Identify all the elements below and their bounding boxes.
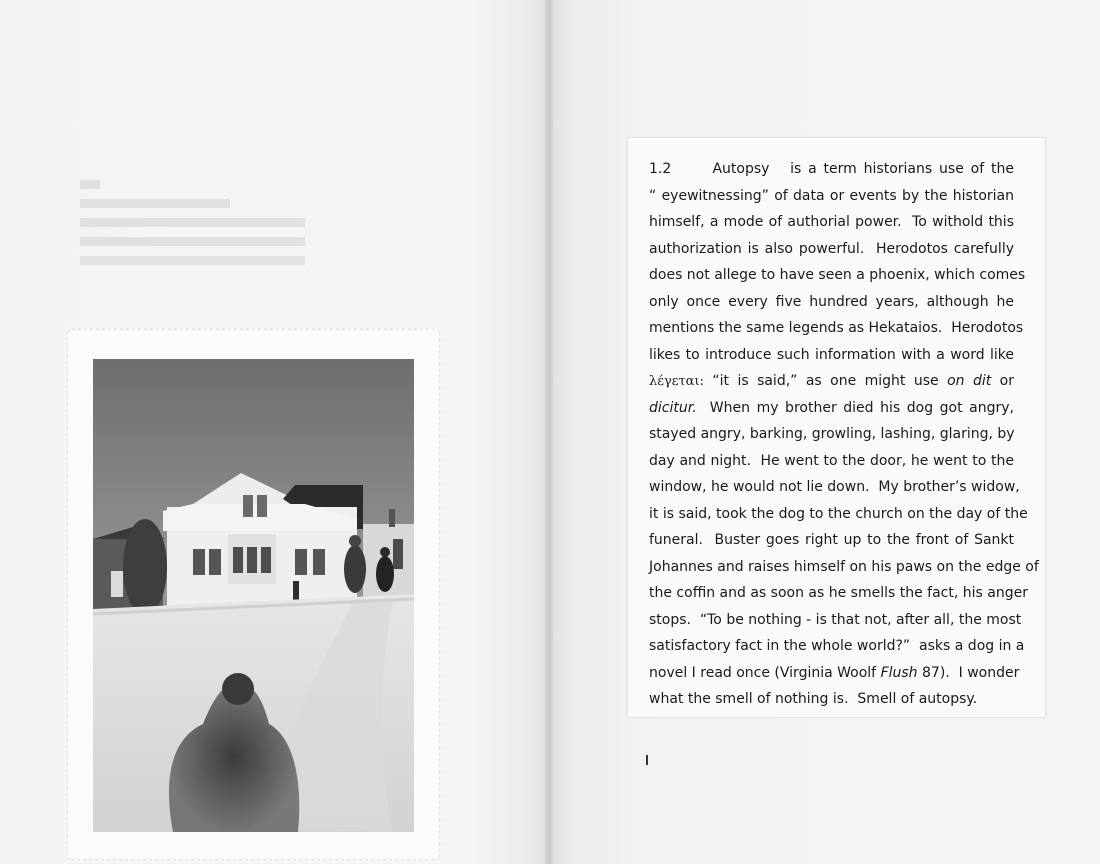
passage-line: funeral. Buster goes right up to the front of Sankt	[649, 532, 1014, 548]
passage-line: “ eyewitnessing” of data or events by the historian	[649, 187, 1014, 204]
book-gutter	[545, 0, 553, 864]
passage	[649, 156, 1039, 713]
passage-line: stops. “To be nothing - is that not, after all, the most	[649, 611, 1022, 628]
greek-word: λέγεται:	[649, 374, 704, 389]
passage-line: himself, a mode of authorial power. To withold this	[649, 214, 1014, 230]
passage-line: dicitur. When my brother died his dog got angry,	[649, 399, 1014, 416]
passage-line: window, he would not lie down. My brother’s widow,	[649, 479, 1020, 495]
photo-card	[68, 330, 439, 859]
section-number: 1.2	[649, 161, 672, 177]
stray-pen-mark	[646, 755, 648, 765]
show-through-text	[80, 170, 310, 275]
passage-line: novel I read once (Virginia Woolf Flush 87). I wonder	[649, 664, 1020, 681]
passage-line: authorization is also powerful. Herodotos carefully	[649, 240, 1014, 257]
snow-house-photo	[93, 359, 414, 832]
passage-line: stayed angry, barking, growling, lashing, glaring, by	[649, 426, 1015, 442]
keyword: Autopsy	[712, 161, 770, 177]
passage-line: what the smell of nothing is. Smell of autopsy.	[649, 691, 978, 707]
passage-line: mentions the same legends as Hekataios. Herodotos	[649, 320, 1024, 336]
passage-line: likes to introduce such information with a word like	[649, 346, 1014, 363]
photo-image	[93, 359, 414, 832]
passage-line: day and night. He went to the door, he went to the	[649, 452, 1014, 469]
passage-line: only once every five hundred years, although he	[649, 293, 1014, 310]
passage-line: the coffin and as soon as he smells the fact, his anger	[649, 585, 1028, 601]
passage-line: it is said, took the dog to the church on the day of the	[649, 505, 1028, 522]
left-page	[0, 0, 545, 864]
passage-line: does not allege to have seen a phoenix, which comes	[649, 267, 1026, 283]
passage-line: Johannes and raises himself on his paws on the edge of	[649, 558, 1039, 575]
passage-line: λέγεται: “it is said,” as one might use on dit or	[649, 373, 1014, 389]
passage-line: 1.2 Autopsy is a term historians use of the	[649, 161, 1015, 177]
passage-line: satisfactory fact in the whole world?” asks a dog in a	[649, 638, 1025, 654]
